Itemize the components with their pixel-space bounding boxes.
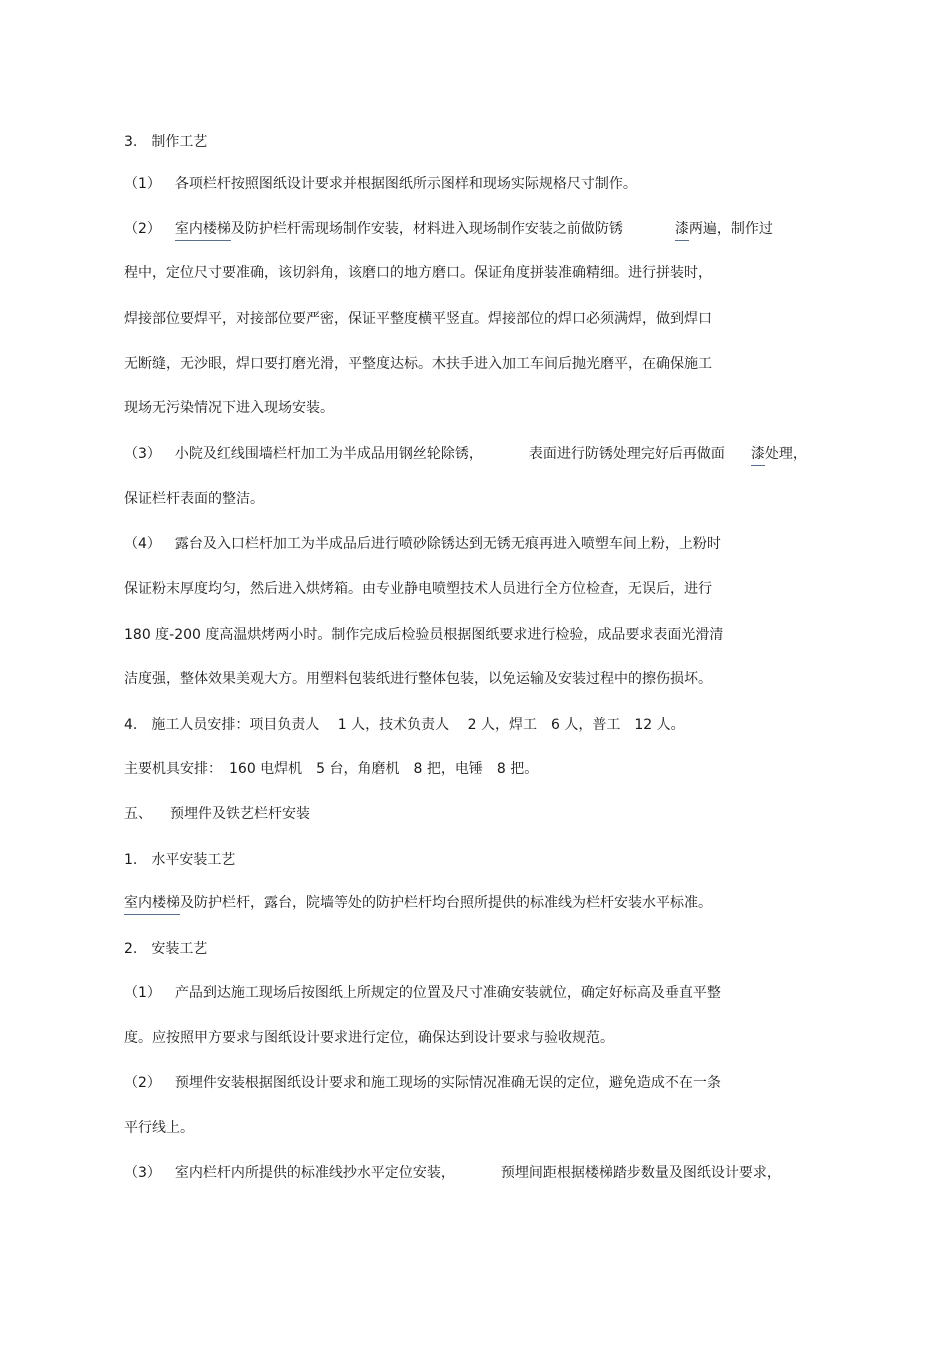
link-paint[interactable]: 漆 <box>675 219 689 241</box>
install-item-3-line-1 <box>124 1163 781 1183</box>
paragraph-2-line-1 <box>124 219 773 239</box>
chapter-title: 预埋件及铁艺栏杆安装 <box>170 806 310 822</box>
paragraph-3-line-2: 保证栏杆表面的整洁。 <box>124 491 264 507</box>
section-3-heading <box>124 132 207 152</box>
paragraph-4-line-3: 180 度-200 度高温烘烤两小时。制作完成后检验员根据图纸要求进行检验，成品要求表面光滑清 <box>124 627 724 643</box>
section-number: 3. <box>124 134 138 150</box>
paragraph-text: 小院及红线围墙栏杆加工为半成品用钢丝轮除锈， <box>174 446 483 462</box>
paragraph-2-line-3: 焊接部位要焊平，对接部位要严密，保证平整度横平竖直。焊接部位的焊口必须满焊，做到焊口 <box>124 311 712 327</box>
item-number: （3） <box>124 1165 161 1181</box>
staffing-text: 施工人员安排：项目负责人 1 人，技术负责人 2 人，焊工 6 人，普工 12 人。 <box>151 717 685 733</box>
section-number: 2. <box>124 941 138 957</box>
paragraph-text: 露台及入口栏杆加工为半成品后进行喷砂除锈达到无锈无痕再进入喷塑车间上粉，上粉时 <box>174 536 721 552</box>
item-number: （2） <box>124 221 161 237</box>
paragraph-2-line-4: 无断缝，无沙眼，焊口要打磨光滑，平整度达标。木扶手进入加工车间后抛光磨平，在确保施工 <box>124 356 712 372</box>
section-5-2-heading <box>124 939 207 959</box>
paragraph-1 <box>124 174 637 194</box>
paragraph-text: 表面进行防锈处理完好后再做面 <box>528 446 725 462</box>
item-number: （4） <box>124 536 161 552</box>
paragraph-2-line-5: 现场无污染情况下进入现场安装。 <box>124 400 334 416</box>
paragraph-text: 处理， <box>764 446 807 462</box>
item-number: （1） <box>124 176 161 192</box>
install-item-2-line-1 <box>124 1073 721 1093</box>
paragraph-text: 室内栏杆内所提供的标准线抄水平定位安装， <box>174 1165 455 1181</box>
section-title: 安装工艺 <box>151 941 208 957</box>
section-5-1-body <box>124 893 712 913</box>
paragraph-4-line-1 <box>124 534 721 554</box>
section-number: 1. <box>124 852 138 868</box>
paragraph-2-line-2: 程中，定位尺寸要准确，该切斜角，该磨口的地方磨口。保证角度拼装准确精细。进行拼装时， <box>124 265 712 281</box>
chapter-5-heading <box>124 804 310 824</box>
item-number: （2） <box>124 1075 161 1091</box>
item-number: （3） <box>124 446 161 462</box>
paragraph-text: 及防护栏杆需现场制作安装，材料进入现场制作安装之前做防锈 <box>230 221 623 237</box>
install-item-1-line-1 <box>124 983 721 1003</box>
section-number: 4. <box>124 717 138 733</box>
section-5-1-heading <box>124 850 235 870</box>
link-paint[interactable]: 漆 <box>751 444 765 466</box>
link-indoor-stairs[interactable]: 室内楼梯 <box>124 893 180 915</box>
section-title: 水平安装工艺 <box>151 852 236 868</box>
paragraph-4-line-2: 保证粉末厚度均匀，然后进入烘烤箱。由专业静电喷塑技术人员进行全方位检查，无误后，进行 <box>124 581 712 597</box>
section-4-staffing <box>124 715 685 735</box>
machines-line: 主要机具安排： 160 电焊机 5 台，角磨机 8 把，电锤 8 把。 <box>124 761 539 777</box>
item-number: （1） <box>124 985 161 1001</box>
paragraph-text: 预埋件安装根据图纸设计要求和施工现场的实际情况准确无误的定位，避免造成不在一条 <box>174 1075 721 1091</box>
section-title: 制作工艺 <box>151 134 208 150</box>
paragraph-text: 各项栏杆按照图纸设计要求并根据图纸所示图样和现场实际规格尺寸制作。 <box>174 176 637 192</box>
install-item-2-line-2: 平行线上。 <box>124 1120 194 1136</box>
link-indoor-stairs[interactable]: 室内楼梯 <box>175 219 231 241</box>
paragraph-text: 预埋间距根据楼梯踏步数量及图纸设计要求， <box>500 1165 781 1181</box>
install-item-1-line-2: 度。应按照甲方要求与图纸设计要求进行定位，确保达到设计要求与验收规范。 <box>124 1030 614 1046</box>
paragraph-text: 产品到达施工现场后按图纸上所规定的位置及尺寸准确安装就位，确定好标高及垂直平整 <box>174 985 721 1001</box>
paragraph-text: 及防护栏杆，露台，院墙等处的防护栏杆均台照所提供的标准线为栏杆安装水平标准。 <box>180 895 712 911</box>
paragraph-text: 两遍，制作过 <box>688 221 773 237</box>
paragraph-4-line-4: 洁度强，整体效果美观大方。用塑料包装纸进行整体包装，以免运输及安装过程中的擦伤损坏。 <box>124 671 712 687</box>
paragraph-3-line-1 <box>124 444 807 464</box>
chapter-number: 五、 <box>124 806 152 822</box>
